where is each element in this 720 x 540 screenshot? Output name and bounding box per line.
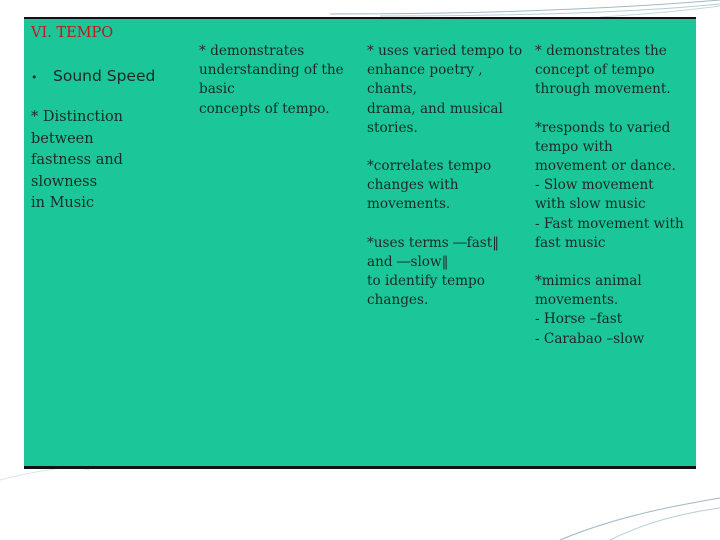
topic-bullet (31, 67, 181, 87)
competency-item: *mimics animal movements. - Horse –fast - Carabao –slow (535, 273, 645, 347)
performance-item: *correlates tempo changes with movements. (367, 158, 492, 213)
learning-competencies-column (535, 42, 695, 349)
content-standard-column (199, 42, 359, 119)
bullet-text: Sound Speed (53, 67, 156, 86)
content-standard-text: * demonstrates understanding of the basic concepts of tempo. (199, 43, 344, 117)
competency-item: * demonstrates the concept of tempo through movement. (535, 43, 671, 98)
topic-distinction: * Distinction between fastness and slowness in Music (31, 109, 124, 212)
performance-standard-column (367, 42, 529, 310)
topic-column (31, 24, 181, 215)
performance-item: * uses varied tempo to enhance poetry , chants, drama, and musical stories. (367, 43, 523, 136)
topic-heading: VI. TEMPO (31, 25, 114, 41)
bullet-marker: • (31, 71, 38, 85)
curriculum-table-row (24, 17, 696, 469)
competency-item: *responds to varied tempo with movement or dance. - Slow movement with slow music - Fast movement with fast music (535, 119, 684, 251)
performance-item: *uses terms ―fast‖ and ―slow‖ to identify tempo changes. (367, 234, 500, 309)
